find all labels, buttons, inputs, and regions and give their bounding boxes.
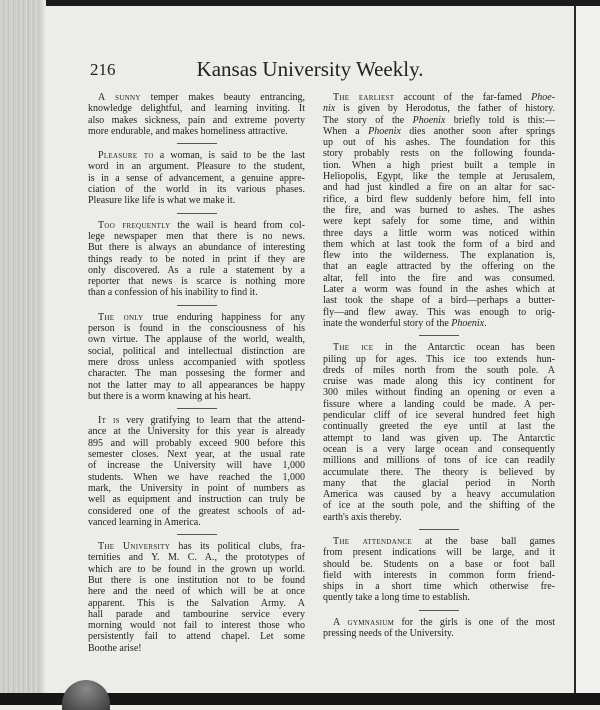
text-line: up out of his ashes. The foundation for this	[323, 137, 555, 149]
text-line: last took the shape of a bird—perhaps a butter-	[323, 295, 555, 307]
text-line: but there is a worm knawing at his heart.	[88, 390, 252, 402]
text-line: which are to be found in the grown up world.	[88, 563, 305, 575]
text-line: not the latter may to all appearances be happy	[88, 379, 305, 391]
right-column	[323, 92, 555, 639]
next-page-edge	[576, 6, 600, 696]
text-line: But there is one institution not to be found	[88, 574, 305, 586]
text-line: The attendance at the base ball games	[333, 535, 555, 547]
text-line: mark, the University in point of numbers as	[88, 482, 305, 494]
text-line: rifice, a bird flew suddenly before him, fell into	[323, 193, 555, 205]
text-line: But there is always an abundance of interesting	[88, 242, 305, 254]
text-line: is in a sense of advancement, a genuine appre-	[88, 172, 305, 184]
text-line: many that the glacial period in North	[323, 477, 555, 489]
article-paragraph	[323, 92, 555, 329]
page-number: 216	[90, 60, 116, 79]
lead-words: The attendance	[333, 535, 412, 547]
paragraph-divider	[419, 610, 459, 611]
paragraph-divider	[177, 534, 217, 535]
text-line: of increase the University will have 1,000	[88, 460, 305, 472]
italic-term: nix	[323, 103, 336, 115]
text-line: The only true enduring happiness for any	[98, 311, 305, 323]
text-line: morning would not fail to interest those who	[88, 620, 305, 632]
text-line: vanced learning in America.	[88, 516, 201, 528]
text-line: The earliest account of the far-famed Phoe-	[333, 92, 556, 103]
article-paragraph	[88, 92, 305, 137]
text-line: ternities and Y. M. C. A., the prototypes of	[88, 552, 305, 564]
text-line: were kept safely for some time, and within	[323, 216, 555, 228]
text-line: Heliopolis, Egypt, like the temple at Jerusalem,	[323, 171, 555, 183]
text-line: than a confession of his inability to find it.	[88, 287, 258, 299]
article-paragraph	[88, 312, 305, 402]
text-line: ance at the University for this year is already	[88, 426, 305, 438]
text-line: ciation of the world in its various phases.	[88, 184, 305, 196]
text-line: word in an argument. Pleasure to the student,	[88, 161, 305, 173]
text-line: lege newspaper men that there is no news.	[88, 230, 305, 242]
text-line: character. The man possesing the former and	[88, 368, 305, 380]
text-line: tion. When a high priest built a temple in	[323, 159, 555, 171]
paragraph-divider	[419, 529, 459, 530]
text-line: A gymnasium for the girls is one of the most	[333, 616, 556, 628]
article-paragraph	[323, 536, 555, 604]
text-line: When a Phoenix dies another soon after springs	[323, 125, 555, 137]
paragraph-divider	[177, 213, 217, 214]
text-line: It is very gratifying to learn that the attend-	[98, 415, 305, 427]
text-line: Pleasure to a woman, is said to be the last	[98, 150, 305, 162]
italic-term: Phoenix	[451, 317, 485, 329]
text-line: of ice at the south pole, and the shifting of the	[323, 500, 555, 512]
text-line: should be. Students on a base or foot ball	[323, 558, 555, 570]
text-line: 895 and will probably exceed 900 before this	[88, 437, 305, 449]
text-line: here and the need of which will be at once	[88, 586, 305, 598]
text-line: Too frequently the wail is heard from col-	[98, 219, 306, 231]
article-paragraph	[323, 342, 555, 523]
lead-words: A sunny	[98, 92, 141, 103]
article-paragraph	[88, 415, 305, 528]
text-line: earth's axis thereby.	[323, 511, 402, 523]
text-line: A sunny temper makes beauty entrancing,	[98, 92, 306, 103]
text-line: The University has its political clubs, fra-	[98, 541, 305, 553]
book-page-edges-left	[0, 0, 40, 700]
text-line: story probably rests on the following founda-	[323, 148, 555, 160]
article-paragraph	[88, 220, 305, 299]
text-line: things ready to be noted in print if they are	[88, 253, 305, 265]
article-paragraph	[88, 541, 305, 654]
text-line: fissure where a landing could be made. A per-	[323, 398, 555, 410]
lead-words: The earliest	[333, 92, 395, 103]
text-line: pressing needs of the University.	[323, 628, 454, 640]
text-line: ships in a short time which otherwise fre-	[323, 581, 555, 593]
text-line: apparent. This is the Salvation Army. A	[88, 597, 305, 609]
paragraph-divider	[177, 143, 217, 144]
text-line: and had just kindled a fire on an altar for sac-	[323, 182, 555, 194]
text-line: three days a little worm was noticed within	[323, 227, 555, 239]
paragraph-divider	[177, 305, 217, 306]
text-line: field with interests in common form friend-	[323, 569, 555, 581]
text-line: piling up for ages. This ice too extends hun-	[323, 353, 555, 365]
text-line: Pleasure like life is what we make it.	[88, 195, 236, 207]
binding-shadow	[40, 0, 46, 700]
lead-words: Pleasure to	[98, 150, 154, 162]
text-line: that an eagle attracted by the offering on the	[323, 261, 555, 273]
text-line: students. When we have reached the 1,000	[88, 471, 305, 483]
text-line: semester closes. Next year, at the usual rate	[88, 449, 305, 461]
italic-term: Phoenix	[412, 114, 446, 126]
text-line: the fire, and was burned to ashes. The ashes	[323, 204, 555, 216]
text-line: ocean is a very large ocean and consequently	[323, 443, 555, 455]
paragraph-divider	[177, 408, 217, 409]
lead-words: The ice	[333, 342, 374, 354]
text-line: altar, fell into the fire and was consumed.	[323, 272, 555, 284]
text-line: attempt to land was given up. The Antarctic	[323, 432, 555, 444]
text-line: social, political and intellectual distinction are	[88, 345, 305, 357]
text-line: continually greeted the eye until at last the	[323, 421, 555, 433]
text-line: inate the wonderful story of the Phoenix.	[323, 317, 487, 329]
text-line: America was caused by a heavy accumulation	[323, 489, 555, 501]
text-line: pendicular cliff of ice several hundred feet high	[323, 410, 555, 422]
text-line: The ice in the Antarctic ocean has been	[333, 342, 555, 354]
text-line: accumulate there. The theory is believed by	[323, 466, 555, 478]
lead-words: The only	[98, 311, 144, 323]
paragraph-divider	[419, 335, 459, 336]
thumb-holding-page	[62, 680, 110, 710]
text-line: mere dross unless accompanied with spotless	[88, 356, 305, 368]
lead-words: Too frequently	[98, 219, 171, 231]
text-line: millions and millions of tons of ice can readily	[323, 455, 555, 467]
text-line: well as equipment and instruction can truly be	[88, 494, 305, 506]
article-paragraph	[88, 150, 305, 206]
text-line: hall parade and tambourine service every	[88, 608, 305, 620]
text-line: Boothe arise!	[88, 642, 142, 654]
text-line: quently take a long time to establish.	[323, 592, 470, 604]
lead-words: It is	[98, 415, 120, 427]
text-line: persistently fail to attend chapel. Let some	[88, 631, 305, 643]
text-line: knowledge delightful, and learning inviting. It	[88, 103, 305, 115]
text-line: person is found in the consciousness of his	[88, 323, 305, 335]
text-line: considered one of the greatest schools of ad-	[88, 505, 305, 517]
text-line: reporter that news is scarce is nothing more	[88, 276, 305, 288]
text-line: nix is given by Herodotus, the father of history.	[323, 103, 555, 115]
text-line: dreds of miles north from the south pole. A	[323, 364, 555, 376]
text-line: also makes sickness, pain and extreme poverty	[88, 114, 305, 126]
text-line: only discovered. As a rule a statement by a	[88, 264, 305, 276]
text-line: more endurable, and makes homeliness attractive.	[88, 125, 288, 137]
text-line: them which at last took the form of a bird and	[323, 238, 555, 250]
lead-words: A gymnasium	[333, 616, 395, 628]
text-line: Later a worm was found in the ashes which at	[323, 284, 555, 296]
text-line: 300 miles without finding an opening or even a	[323, 387, 555, 399]
text-line: own virtue. The applause of the world, wealth,	[88, 334, 305, 346]
italic-term: Phoe-	[531, 92, 556, 103]
article-paragraph	[323, 617, 555, 640]
lead-words: The University	[98, 541, 171, 553]
scan-top-edge	[0, 0, 600, 6]
text-line: flew into the wilderness. The explanation is,	[323, 250, 555, 262]
left-column	[88, 92, 305, 654]
italic-term: Phoenix	[368, 125, 401, 137]
text-line: fly—and flew away. This was enough to orig-	[323, 306, 555, 318]
text-line: The story of the Phoenix briefly told is this:—	[323, 114, 555, 126]
page-edge-line	[574, 6, 576, 696]
publication-title: Kansas University Weekly.	[196, 57, 424, 81]
text-line: from present indications will be large, and it	[323, 547, 555, 559]
text-line: cruise was made along this icy continent for	[323, 376, 555, 388]
